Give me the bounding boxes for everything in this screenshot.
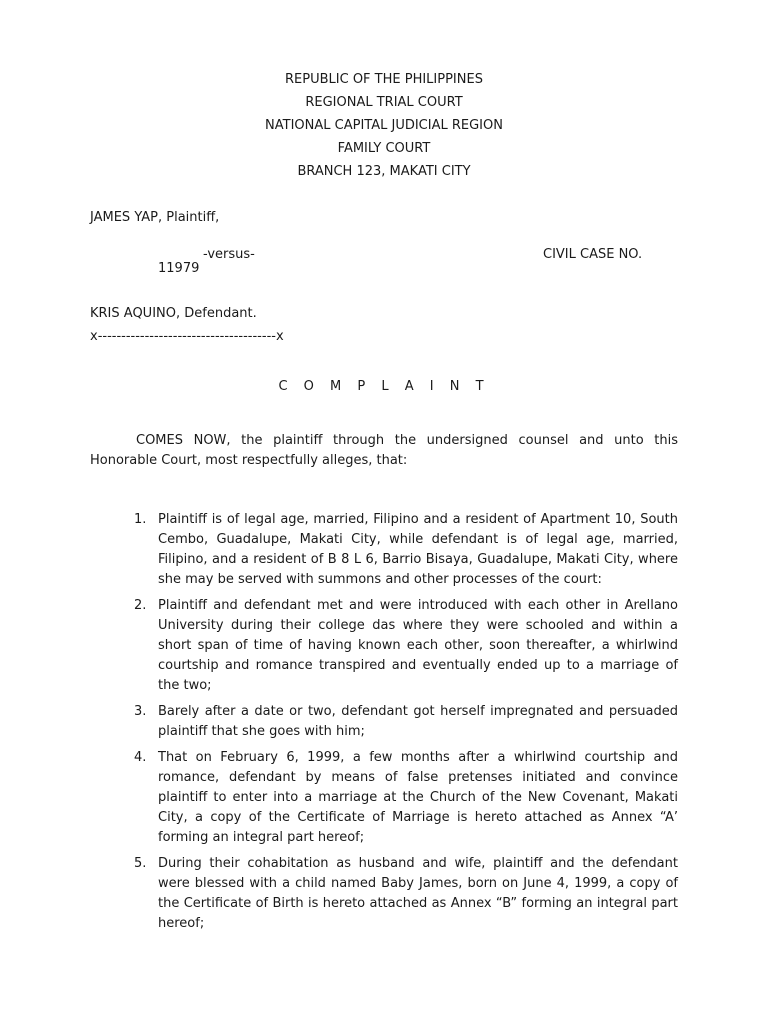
allegation-number: 2. xyxy=(134,598,147,613)
allegation-item xyxy=(134,702,678,742)
intro-text: COMES NOW, the plaintiff through the undersigned counsel and unto this Honorable Court, most respectfully alleges, that: xyxy=(90,433,678,468)
header-line-region: NATIONAL CAPITAL JUDICIAL REGION xyxy=(265,118,503,133)
allegation-item xyxy=(134,510,678,590)
plaintiff-name: JAMES YAP, Plaintiff, xyxy=(90,210,220,225)
allegation-number: 3. xyxy=(134,704,147,719)
allegation-text: Barely after a date or two, defendant got herself impregnated and persuaded plaintiff that she goes with him; xyxy=(158,704,678,739)
caption-divider: x--------------------------------------x xyxy=(90,329,284,344)
allegation-text: During their cohabitation as husband and wife, plaintiff and the defendant were blessed with a child named Baby James, born on June 4, 1999, a copy of the Certificate of Birth is hereto attached as Annex “B” forming an integral part hereof; xyxy=(158,856,678,931)
case-number: 11979 xyxy=(158,261,200,276)
allegation-text: Plaintiff and defendant met and were introduced with each other in Arellano University during their college das where they were schooled and within a short span of time of having known each other, soon thereafter, a whirlwind courtship and romance transpired and eventually ended up to a marriage of the two; xyxy=(158,598,678,693)
header-line-branch: BRANCH 123, MAKATI CITY xyxy=(297,164,471,179)
allegation-item xyxy=(134,854,678,934)
allegation-text: Plaintiff is of legal age, married, Filipino and a resident of Apartment 10, South Cembo, Guadalupe, Makati City, while defendant is of legal age, married, Filipino, and a resident of B 8 L 6, Barrio Bisaya, Guadalupe, Makati City, where she may be served with summons and other processes of the court: xyxy=(158,512,678,587)
header-line-republic: REPUBLIC OF THE PHILIPPINES xyxy=(285,72,483,87)
allegations-list xyxy=(134,510,678,940)
court-header xyxy=(0,68,768,183)
allegation-item xyxy=(134,748,678,848)
case-number-label: CIVIL CASE NO. xyxy=(543,247,643,262)
defendant-name: KRIS AQUINO, Defendant. xyxy=(90,306,257,321)
allegation-text: That on February 6, 1999, a few months after a whirlwind courtship and romance, defendant by means of false pretenses initiated and convince plaintiff to enter into a marriage at the Church of the New Covenant, Makati City, a copy of the Certificate of Marriage is hereto attached as Annex “A’ forming an integral part hereof; xyxy=(158,750,678,845)
document-title: C O M P L A I N T xyxy=(278,379,490,394)
header-line-court: REGIONAL TRIAL COURT xyxy=(305,95,463,110)
allegation-number: 1. xyxy=(134,512,147,527)
allegation-number: 5. xyxy=(134,856,147,871)
allegation-number: 4. xyxy=(134,750,147,765)
versus-label: -versus- xyxy=(203,247,255,262)
header-line-family-court: FAMILY COURT xyxy=(337,141,431,156)
allegation-item xyxy=(134,596,678,696)
intro-paragraph xyxy=(90,431,678,471)
